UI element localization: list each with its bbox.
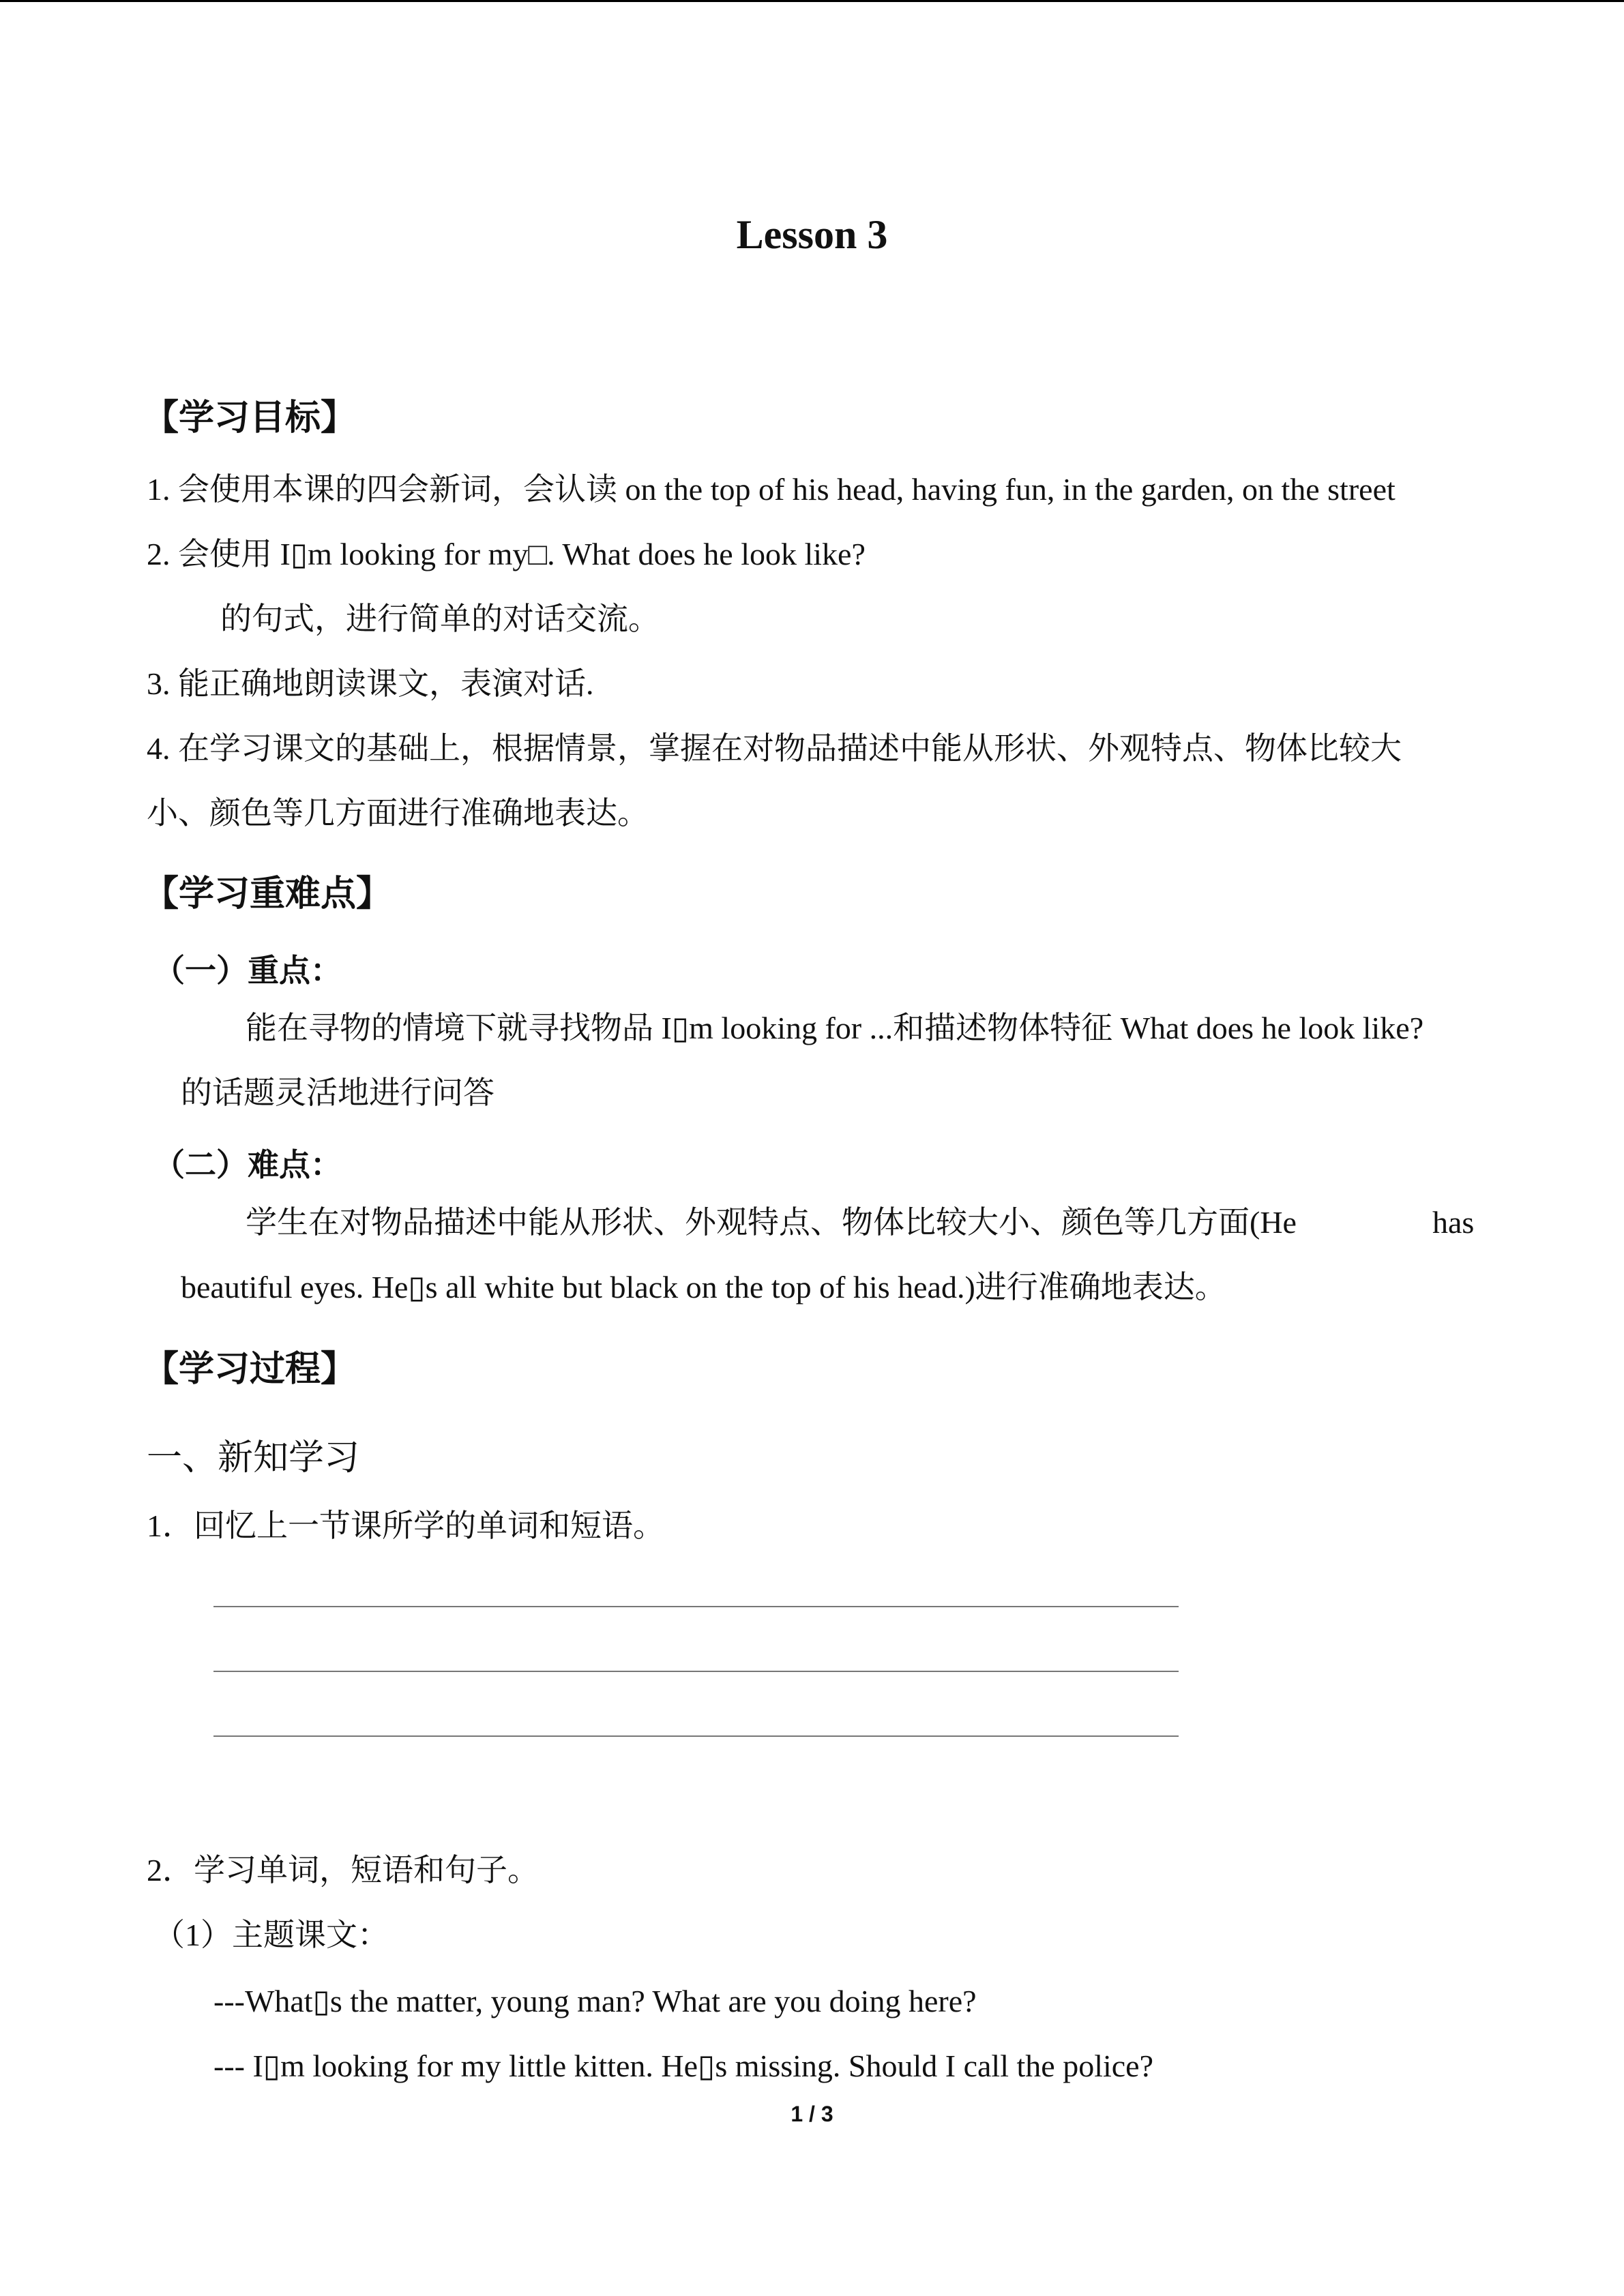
answer-line	[213, 1671, 1179, 1672]
page-number: 1 / 3	[791, 2102, 833, 2126]
focus-line-2: 的话题灵活地进行问答	[181, 1075, 494, 1110]
objective-item-3: 3. 能正确地朗读课文，表演对话.	[147, 666, 594, 701]
step-1: 1．回忆上一节课所学的单词和短语。	[147, 1508, 664, 1543]
process-heading: 【学习过程】	[143, 1349, 357, 1390]
dialogue-line-2: --- I▯m looking for my little kitten. He▯s missing. Should I call the police?	[213, 2048, 1154, 2083]
page-title: Lesson 3	[736, 212, 888, 257]
focus-label: （一）重点：	[153, 952, 342, 989]
objective-item-1: 1. 会使用本课的四会新词，会认读 on the top of his head, having fun, in the garden, on the street	[147, 472, 1396, 507]
focus-line-1: 能在寻物的情境下就寻找物品 I▯m looking for ...和描述物体特征 What does he look like?	[246, 1011, 1424, 1045]
part1-title: 一、新知学习	[147, 1437, 360, 1478]
objective-item-4: 4. 在学习课文的基础上，根据情景，掌握在对物品描述中能从形状、外观特点、物体比较大	[147, 731, 1402, 766]
answer-line	[213, 1606, 1179, 1607]
sub-section-1: （1）主题课文：	[153, 1918, 389, 1952]
answer-line	[213, 1735, 1179, 1737]
objective-item-2: 2. 会使用 I▯m looking for my□. What does he look like?	[147, 537, 866, 571]
dialogue-line-1: ---What▯s the matter, young man? What are you doing here?	[213, 1984, 977, 2018]
difficulty-line-1-end: has	[1432, 1205, 1475, 1240]
objective-item-2-cont: 的句式，进行简单的对话交流。	[220, 601, 660, 636]
difficulty-label: （二）难点：	[153, 1146, 342, 1183]
step-2: 2．学习单词，短语和句子。	[147, 1853, 539, 1888]
top-border	[0, 0, 1624, 2]
difficulty-line-2: beautiful eyes. He▯s all white but black on the top of his head.)进行准确地表达。	[181, 1270, 1226, 1304]
key-points-heading: 【学习重难点】	[143, 874, 392, 914]
difficulty-line-1: 学生在对物品描述中能从形状、外观特点、物体比较大小、颜色等几方面(He	[246, 1205, 1297, 1240]
objective-item-4-cont: 小、颜色等几方面进行准确地表达。	[147, 796, 649, 831]
objectives-heading: 【学习目标】	[143, 398, 357, 438]
